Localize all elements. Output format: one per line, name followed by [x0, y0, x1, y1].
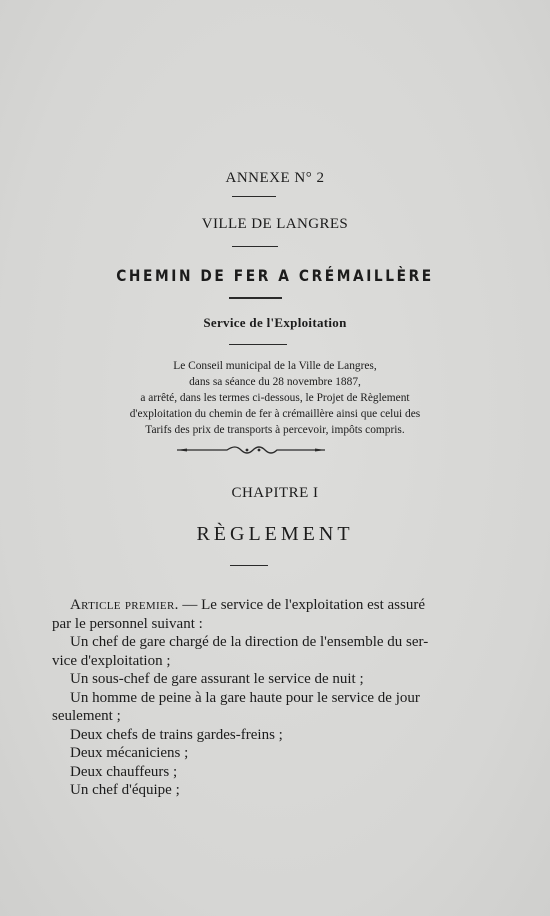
intro-line: a arrêté, dans les termes ci-dessous, le Projet de Règlement [140, 392, 410, 404]
ornament-divider [175, 443, 327, 457]
article-line: Deux chefs de trains gardes-freins ; [70, 726, 283, 743]
chapter-number: CHAPITRE I [231, 485, 319, 501]
article-line: Un homme de peine à la gare haute pour le service de jour [70, 689, 420, 706]
intro-line: Le Conseil municipal de la Ville de Langres, [173, 360, 377, 372]
article-line: Un chef d'équipe ; [70, 782, 180, 798]
intro-line: Tarifs des prix de transports à percevoir, impôts compris. [145, 424, 405, 436]
town-heading: VILLE DE LANGRES [201, 216, 349, 232]
intro-line: d'exploitation du chemin de fer à crémaillère ainsi que celui des [129, 408, 421, 420]
intro-line: dans sa séance du 28 novembre 1887, [189, 376, 361, 388]
chapter-title: RÈGLEMENT [196, 523, 354, 545]
annexe-heading: ANNEXE N° 2 [225, 170, 325, 186]
article-line: seulement ; [52, 708, 121, 724]
article-line: Un chef de gare chargé de la direction de l'ensemble du ser- [70, 634, 429, 650]
article-lead: — Le service de l'exploitation est assuré [178, 597, 426, 613]
article-line: par le personnel suivant : [52, 615, 203, 632]
article-first-line [52, 596, 444, 615]
article-label: Article premier. [70, 597, 179, 613]
article-line: vice d'exploitation ; [52, 652, 171, 669]
railway-title: CHEMIN DE FER A CRÉMAILLÈRE [116, 266, 434, 285]
article-line: Un sous-chef de gare assurant le service de nuit ; [70, 671, 364, 687]
divider-rule [229, 297, 282, 299]
divider-rule [230, 565, 268, 566]
divider-rule [232, 196, 276, 197]
service-heading: Service de l'Exploitation [203, 315, 347, 330]
intro-paragraph [0, 358, 550, 438]
divider-rule [229, 344, 287, 345]
article-line: Deux chauffeurs ; [70, 763, 178, 780]
divider-rule [232, 246, 278, 247]
article-line: Deux mécaniciens ; [70, 745, 189, 761]
article-text [52, 596, 444, 800]
